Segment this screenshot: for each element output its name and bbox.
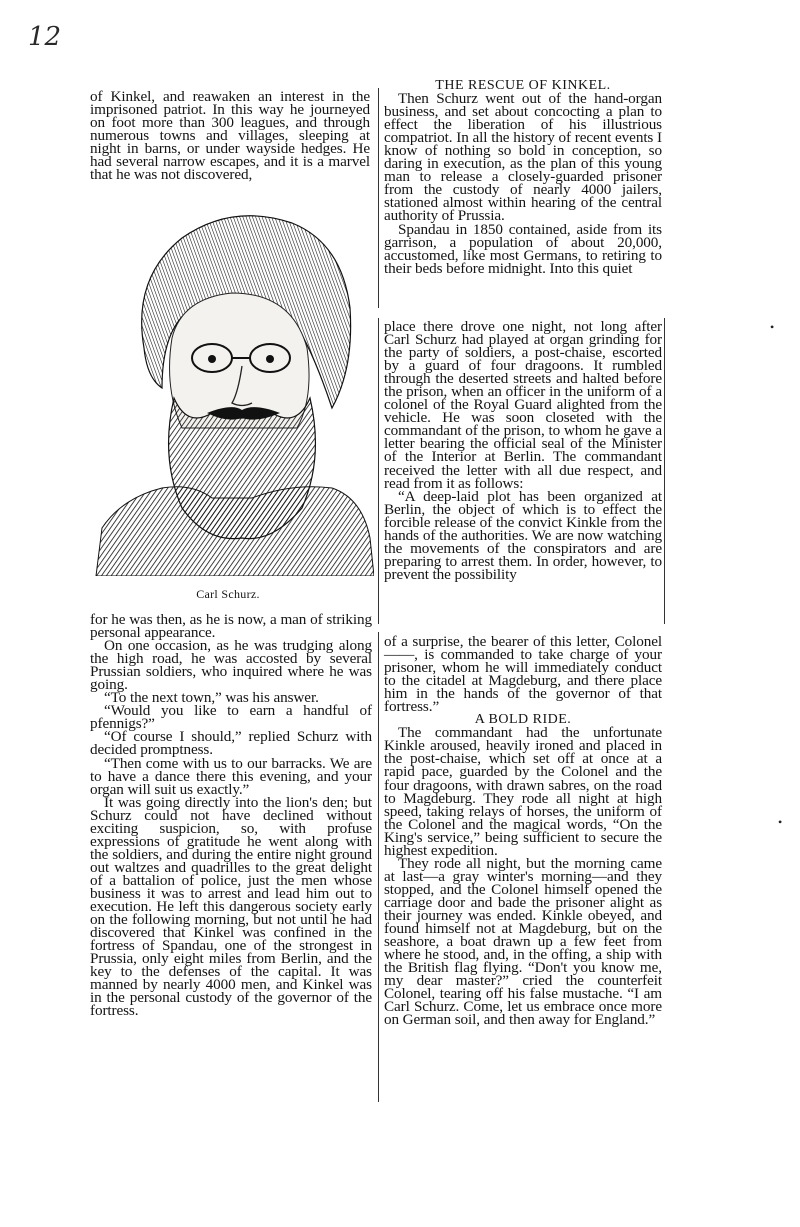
paragraph: “Of course I should,” replied Schurz with decided promptness. [90,728,372,759]
edge-mark: • [770,320,775,334]
paragraph: On one occasion, as he was trudging along the high road, he was accosted by several Prussian soldiers, who inquired where he was going. [90,637,372,694]
paragraph: “A deep-laid plot has been organized at Berlin, the object of which is to effect the forcible release of the convict Kinkle from the hands of the authorities. We are now watching the movements of the conspirators and are preparing to arrest them. In order, however, to prevent the possibility [384,487,662,583]
paragraph: Spandau in 1850 contained, aside from its garrison, a population of about 20,000, accustomed, like most Germans, to retiring to their beds before midnight. Into this quiet [384,220,662,277]
right-column-bottom [384,633,662,1029]
paragraph: The commandant had the unfortunate Kinkle aroused, heavily ironed and placed in the post-chaise, which set off at once at a rapid pace, guarded by the Colonel and the four dragoons, with drawn sabres, on the road to Magdeburg. They rode all night at high speed, taking relays of horses, the uniform of the Colonel and the magical words, “On the King's service,” being sufficient to secure the highest expedition. [384,724,662,859]
paragraph: “Then come with us to our barracks. We are to have a dance there this evening, and your organ will suit us exactly.” [90,754,372,798]
paragraph: place there drove one night, not long after Carl Schurz had played at organ grinding for the party of soldiers, a post-chaise, escorted by a guard of four dragoons. It rumbled through the deserted streets and halted before the prison, when an officer in the uniform of a colonel of the Royal Guard alighted from the vehicle. He was soon closeted with the commandant of the prison, to whom he gave a letter bearing the official seal of the Minister of the Interior at Berlin. The commandant received the letter with all due respect, and read from it as follows: [384,318,662,492]
paragraph: They rode all night, but the morning came at last—a gray winter's morning—and they stopped, and the Colonel himself opened the carriage door and bade the prisoner alight as their journey was ended. Kinkle obeyed, and found himself not at Magdeburg, but on the seashore, a boat drawn up a few feet from where he stood, and, in the offing, a ship with the British flag flying. “Don't you know me, my dear master?” cried the counterfeit Colonel, tearing off his false mustache. “I am Carl Schurz. Come, let us embrace once more on German soil, and then away for England.” [384,854,662,1029]
section-heading: THE RESCUE OF KINKEL. [435,78,611,93]
paragraph: of Kinkel, and reawaken an interest in the imprisoned patriot. In this way he journeyed on foot more than 300 leagues, and through numerous towns and villages, sleeping at night in barns, or under wayside hedges. He had several narrow escapes, and it is a marvel that he was not discovered, [90,88,370,184]
paragraph: “To the next town,” was his answer. [104,689,319,707]
column-rule [378,88,379,308]
paragraph: for he was then, as he is now, a man of striking personal appearance. [90,611,372,642]
paragraph: “Would you like to earn a handful of pfennigs?” [90,702,372,733]
paragraph: Then Schurz went out of the hand-organ business, and set about concocting a plan to effect the liberation of his illustrious compatriot. In all the history of recent events I know of nothing so bold in conception, so daring in execution, as the plan of this young man to release a closely-guarded prisoner from the custody of nearly 4000 jailers, stationed almost within hearing of the central authority of Prussia. [384,90,662,225]
column-rule [378,318,379,624]
left-column-bottom [90,611,372,1020]
paragraph: of a surprise, the bearer of this letter, Colonel ——, is commanded to take charge of your prisoner, whom he will immediately conduct to the citadel at Magdeburg, and there place him in the hands of the governor of that fortress.” [384,633,662,716]
paragraph: It was going directly into the lion's den; but Schurz could not have declined without exciting suspicion, so, with profuse expressions of gratitude he went along with the soldiers, and during the entire night ground out waltzes and quadrilles to the great delight of a battalion of police, just the men whose business it was to arrest and lead him out to execution. He left this dangerous society early on the following morning, but not until he had discovered that Kinkel was confined in the fortress of Spandau, one of the strongest in Prussia, only eight miles from Berlin, and the key to the defenses of the capital. It was manned by nearly 4000 men, and Kinkel was in the personal custody of the governor of the fortress. [90,793,372,1020]
edge-mark: • [778,815,783,829]
page-number: 12 [28,22,62,52]
carl-schurz-portrait [92,198,374,576]
right-column-middle [384,320,662,581]
column-rule [664,318,665,624]
right-column-top [384,79,662,275]
left-column-top [90,88,370,184]
column-rule [378,632,379,1102]
portrait-caption: Carl Schurz. [196,587,260,601]
section-heading: A BOLD RIDE. [474,712,572,728]
